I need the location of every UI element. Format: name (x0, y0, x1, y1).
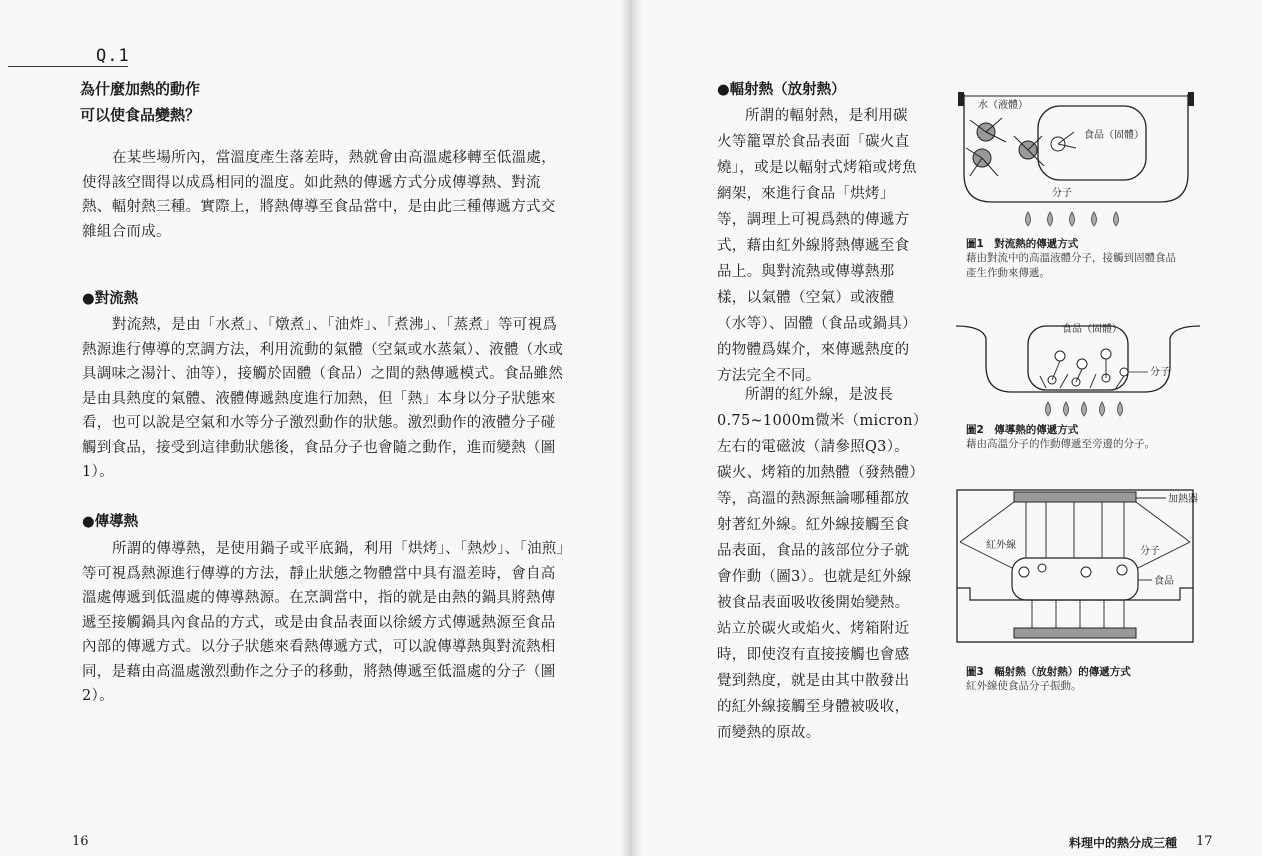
fig3-label-food: 食品 (1154, 576, 1174, 587)
infrared-paragraph: 所謂的紅外線，是波長0.75~1000m微米（micron）左右的電磁波（請參照Q3）。碳火、烤箱的加熱體（發熱體）等，高溫的熱源無論哪種都放射著紅外線。紅外線接觸至食品表面，食品的該部位分子就會作動（圖3）。也就是紅外線被食品表面吸收後開始變熱。站立於碳火或焰火、烤箱附近時，即使沒有直接接觸也會感覺到熱度，就是由其中散發出的紅外線接觸至身體被吸收，而變熱的原故。 (717, 387, 921, 741)
fig1-caption-line1: 藉由對流中的高溫液體分子，接觸到固體食品 (966, 252, 1176, 264)
conduction-heading: ●傳導熱 (82, 514, 139, 530)
fig3-label-molecule: 分子 (1140, 546, 1160, 557)
figure-3-radiation (956, 488, 1202, 646)
question-divider (8, 66, 128, 67)
page-number-right: 17 (1196, 834, 1213, 849)
fig1-caption-title: 圖1 對流熱的傳遞方式 (966, 238, 1079, 250)
hot-molecules (973, 123, 1065, 167)
heater-bottom (1014, 628, 1136, 638)
figure-2-conduction (956, 316, 1200, 422)
fig3-caption (966, 679, 1082, 694)
fig1-label-molecule: 分子 (1052, 188, 1072, 199)
page-number-left: 16 (72, 834, 89, 849)
fig2-caption-line1: 藉由高溫分子的作動傳遞至旁邊的分子。 (966, 438, 1155, 450)
question-number: Q.1 (96, 46, 130, 66)
fig2-caption-title: 圖2 傳導熱的傳遞方式 (966, 424, 1079, 436)
intro-paragraph: 在某些場所內，當溫度產生落差時，熱就會由高溫處移轉至低溫處，使得該空間得以成爲相同的溫度。如此熱的傳遞方式分成傳導熱、對流熱、輻射熱三種。實際上，將熱傳導至食品當中，是由此三種傳遞方式交雜組合而成。 (82, 150, 556, 240)
pot-handle-left (958, 92, 964, 106)
fig3-caption-title: 圖3 輻射熱（放射熱）的傳遞方式 (966, 666, 1131, 678)
convection-paragraph: 對流熱，是由「水煮」、「燉煮」、「油炸」、「煮沸」、「蒸煮」等可視爲熱源進行傳導的烹調方法，利用流動的氣體（空氣或水蒸氣）、液體（水或具調味之湯汁、油等），接觸於固體（食品）之間的熱傳遞模式。食品雖然是由具熱度的氣體、液體傳遞熱度進行加熱，但「熱」本身以分子狀態來看，也可以說是空氣和水等分子激烈動作的狀態。激烈動作的液體分子碰觸到食品，接受到這律動狀態後，食品分子也會隨之動作，進而變熱（圖1）。 (82, 317, 564, 480)
oven-outline (957, 490, 1193, 642)
fig3-caption-line1: 紅外線使食品分子振動。 (966, 680, 1082, 692)
question-title-line1: 為什麼加熱的動作 (80, 80, 201, 98)
footer-title: 料理中的熱分成三種 (1069, 836, 1178, 850)
fig1-label-water: 水（液體） (978, 100, 1028, 111)
radiation-paragraph: 所謂的輻射熱，是利用碳火等籠罩於食品表面「碳火直燒」，或是以輻射式烤箱或烤魚網架，來進行食品「烘烤」等，調理上可視爲熱的傳遞方式，藉由紅外線將熱傳遞至食品上。與對流熱或傳導熱那樣，以氣體（空氣）或液體（水等）、固體（食品或鍋具）的物體爲媒介，來傳遞熱度的方法完全不同。 (717, 108, 917, 384)
fig1-label-food: 食品（固體） (1084, 130, 1144, 141)
fig2-label-molecule: 分子 (1150, 367, 1170, 378)
fig1-caption (966, 251, 1176, 281)
fig3-label-heater: 加熱器 (1168, 494, 1198, 505)
convection-heading: ●對流熱 (82, 291, 139, 307)
figure-1-convection (958, 84, 1204, 234)
fig3-label-infrared: 紅外線 (986, 540, 1016, 551)
question-title-line2: 可以使食品變熱？ (80, 106, 201, 124)
book-gutter (620, 0, 642, 856)
pot-handle-right (1188, 92, 1194, 106)
grill-rack (957, 588, 1193, 600)
question-title (80, 76, 200, 128)
fig1-caption-line2: 產生作動來傳遞。 (966, 267, 1050, 279)
fig2-flames (1046, 402, 1123, 416)
conduction-paragraph: 所謂的傳導熱，是使用鍋子或平底鍋，利用「烘烤」、「熱炒」、「油煎」等可視爲熱源進行傳導的方法，靜止狀態之物體當中具有溫差時，會自高溫處傳遞到低溫處的傳導熱源。在烹調當中，指的就是由熱的鍋具將熱傳遞至接觸鍋具內食品的方式，或是由食品表面以徐緩方式傳遞熱源至食品內部的傳遞方式。以分子狀態來看熱傳遞方式，可以說傳導熱與對流熱相同，是藉由高溫處激烈動作之分子的移動，將熱傳遞至低溫處的分子（圖2）。 (82, 541, 565, 704)
fig3-food-block (1012, 558, 1138, 600)
fig2-caption (966, 437, 1155, 452)
flames (1026, 212, 1119, 226)
radiation-heading: ●輻射熱（放射熱） (717, 82, 846, 98)
fig2-label-food: 食品（固體） (1062, 324, 1122, 335)
heater-top (1014, 492, 1136, 502)
